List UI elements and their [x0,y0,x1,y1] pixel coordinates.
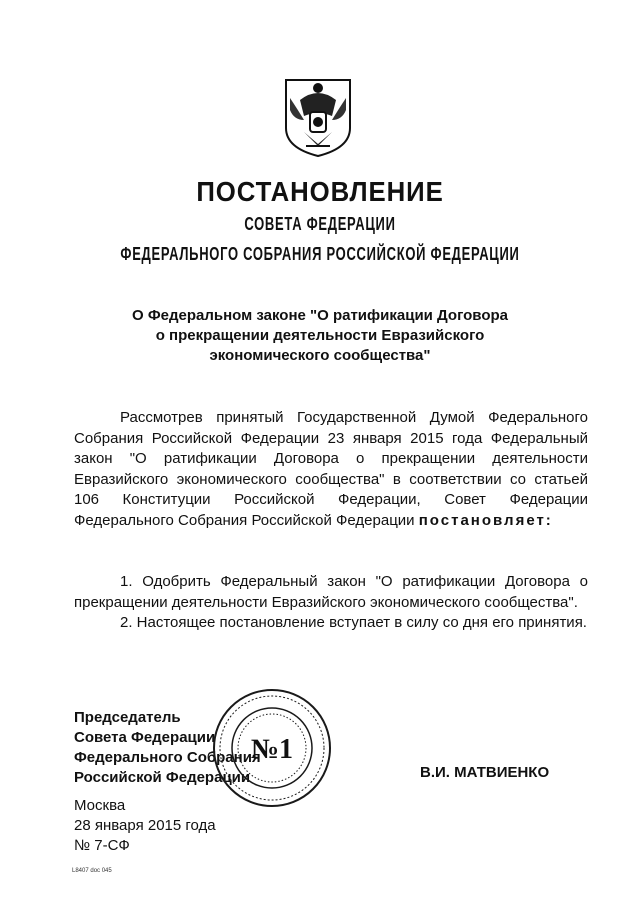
document-number: № 7-СФ [74,837,130,854]
resolution-items [74,572,588,634]
subject-line-2: о прекращении деятельности Евразийского [155,327,485,344]
document-subtitle-assembly: ФЕДЕРАЛЬНОГО СОБРАНИЯ РОССИЙСКОЙ ФЕДЕРАЦИИ [120,244,520,264]
signatory-line-3: Федерального Собрания [74,749,261,766]
signatory-line-1: Председатель [74,709,181,726]
footer-code: L8407 doc 045 [72,868,112,874]
resolution-item-2: 2. Настоящее постановление вступает в силу со дня его принятия. [120,614,587,631]
official-seal-stamp [210,686,334,810]
seal-number: №1 [250,734,294,765]
preamble-text: Рассмотрев принятый Государственной Думой Федерального Собрания Российской Федерации 23 января 2015 года Федеральный закон "О ратификации Договора о прекращении деятельности Евразийского экономического сообщества" в соответствии со статьей 106 Конституции Российской Федерации, Совет Федерации Федерального Собрания Российской Федерации [74,409,588,529]
subject-line-1: О Федеральном законе "О ратификации Договора [131,307,508,324]
document-title: ПОСТАНОВЛЕНИЕ [196,176,444,207]
place-and-date [74,796,216,856]
document-subtitle-council: СОВЕТА ФЕДЕРАЦИИ [244,214,396,234]
city: Москва [74,797,126,814]
coat-of-arms-emblem [280,76,356,158]
signatory-line-2: Совета Федерации [74,729,216,746]
resolution-item-1: 1. Одобрить Федеральный закон "О ратификации Договора о прекращении деятельности Евразийского экономического сообщества". [74,573,588,611]
signatory-line-4: Российской Федерации [74,769,251,786]
decrees-word: постановляет: [418,511,553,529]
subject-line-3: экономического сообщества" [209,347,431,364]
date: 28 января 2015 года [74,817,216,834]
signer-name: В.И. МАТВИЕНКО [420,764,550,781]
document-subject [110,306,530,366]
preamble-paragraph [74,408,588,531]
